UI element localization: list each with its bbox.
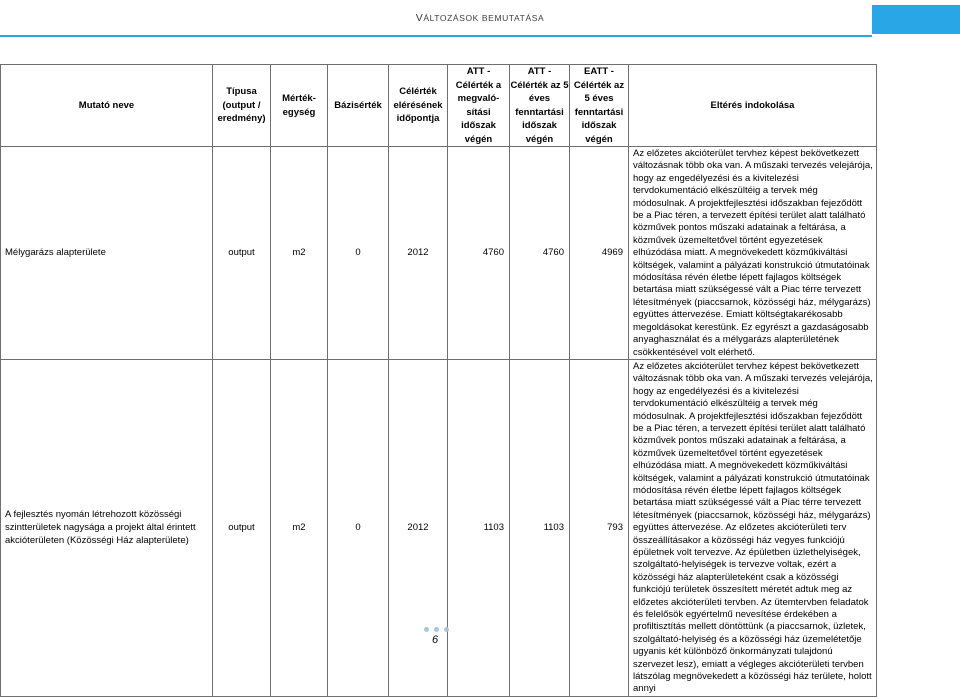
eatt-maintenance-target: 4969 bbox=[570, 147, 629, 360]
table-row bbox=[1, 359, 877, 696]
deviation-reason: Az előzetes akcióterület tervhez képest bekövetkezett változásnak több oka van. A műszaki tervezés velejárója, hogy az engedélyezési és a kivitelezési tervdokumentáció elkészültéig a tervek még módosulnak. A projektfejlesztési időszakban fejeződött be a Piac téren, a tervezett építési terület alatt található közművek pontos műszaki adatainak a feltárása, a közművek üzemeltetővel történt egyezetések elhúzódása miatt. A megnövekedett közműkiváltási költségek, valamint a pályázati konstrukció útmutatóinak módosítása révén életbe lépett fajlagos költségek betartása miatt szükségessé vált a Piac térre tervezett létesítmények (piaccsarnok, közösségi ház, mélygarázs) együttes áttervezése. Az előzetes akcióterületi terv összeállításakor a közösségi ház vegyes funkciójú épületnek volt tervezve. Az épületben üzlethelyiségek, szolgáltató-helyiségek is tervezve voltak, ezért a közösségi ház alapterületeként csak a közösségi funkciójú területek összesített méretét adtuk meg az előzetes akcióterületi tervben. Az ütemtervben feladatok és felelősök egyértelmű nevesítése érdekében a profiltisztítás mellett döntöttünk (a piaccsarnok, üzletek, szolgáltató-helyiség és a közösségi ház üzemelétetője ugyanis két különböző önkormányzati tulajdonú szervezet lesz), emiatt a végleges akcióterületi tervben látszólag megnövekedett a közösségi ház területe, holott annyi bbox=[629, 359, 877, 696]
indicator-unit: m2 bbox=[271, 359, 328, 696]
column-header: ATT - Célérték a megvaló-sítási időszak végén bbox=[448, 65, 510, 147]
column-header: Eltérés indokolása bbox=[629, 65, 877, 147]
indicator-target-year: 2012 bbox=[389, 359, 448, 696]
indicator-name: A fejlesztés nyomán létrehozott közösségi szintterületek nagysága a projekt által érintett akcióterületen (Közösségi Ház alapterülete) bbox=[1, 359, 213, 696]
indicator-target-year: 2012 bbox=[389, 147, 448, 360]
indicator-base-value: 0 bbox=[328, 359, 389, 696]
att-implementation-target: 1103 bbox=[448, 359, 510, 696]
column-header: Bázisérték bbox=[328, 65, 389, 147]
indicator-name: Mélygarázs alapterülete bbox=[1, 147, 213, 360]
deviation-reason: Az előzetes akcióterület tervhez képest bekövetkezett változásnak több oka van. A műszaki tervezés velejárója, hogy az engedélyezési és a kivitelezési tervdokumentáció elkészültéig a tervek még módosulnak. A projektfejlesztési időszakban fejeződött be a Piac téren, a tervezett építési terület alatt található közművek pontos műszaki adatainak a feltárása, a közművek üzemeltetővel történt egyezetések elhúzódása miatt. A megnövekedett közműkiváltási költségek, valamint a pályázati konstrukció útmutatóinak módosítása révén életbe lépett fajlagos költségek betartása miatt szükségessé vált a Piac térre tervezett létesítmények (piaccsarnok, közösségi ház, mélygarázs) együttes áttervezése. Emiatt költségtakarékosabb megoldásokat kerestünk. Ez egyrészt a gazdaságosabb anyaghasználat és a mélygarázs alapterületének csökkentésével volt elérhető. bbox=[629, 147, 877, 360]
column-header: Mérték-egység bbox=[271, 65, 328, 147]
indicator-type: output bbox=[213, 147, 271, 360]
page-dot bbox=[444, 627, 449, 632]
page-number: 6 bbox=[432, 634, 439, 646]
att-maintenance-target: 4760 bbox=[510, 147, 570, 360]
indicator-base-value: 0 bbox=[328, 147, 389, 360]
indicator-unit: m2 bbox=[271, 147, 328, 360]
att-implementation-target: 4760 bbox=[448, 147, 510, 360]
eatt-maintenance-target: 793 bbox=[570, 359, 629, 696]
header-rule bbox=[0, 35, 872, 37]
table-row bbox=[1, 147, 877, 360]
indicator-table bbox=[0, 64, 877, 697]
page-dot bbox=[434, 627, 439, 632]
column-header: Típusa (output / eredmény) bbox=[213, 65, 271, 147]
column-header: Mutató neve bbox=[1, 65, 213, 147]
table-header-row bbox=[1, 65, 877, 147]
column-header: EATT - Célérték az 5 éves fenntartási időszak végén bbox=[570, 65, 629, 147]
page-dot bbox=[424, 627, 429, 632]
column-header: ATT - Célérték az 5 éves fenntartási időszak végén bbox=[510, 66, 569, 145]
document-header-title: VÁLTOZÁSOK BEMUTATÁSA bbox=[415, 12, 545, 24]
column-header: Célérték elérésének időpontja bbox=[389, 65, 448, 147]
att-maintenance-target: 1103 bbox=[510, 359, 570, 696]
header-accent-box bbox=[872, 5, 960, 34]
indicator-type: output bbox=[213, 359, 271, 696]
